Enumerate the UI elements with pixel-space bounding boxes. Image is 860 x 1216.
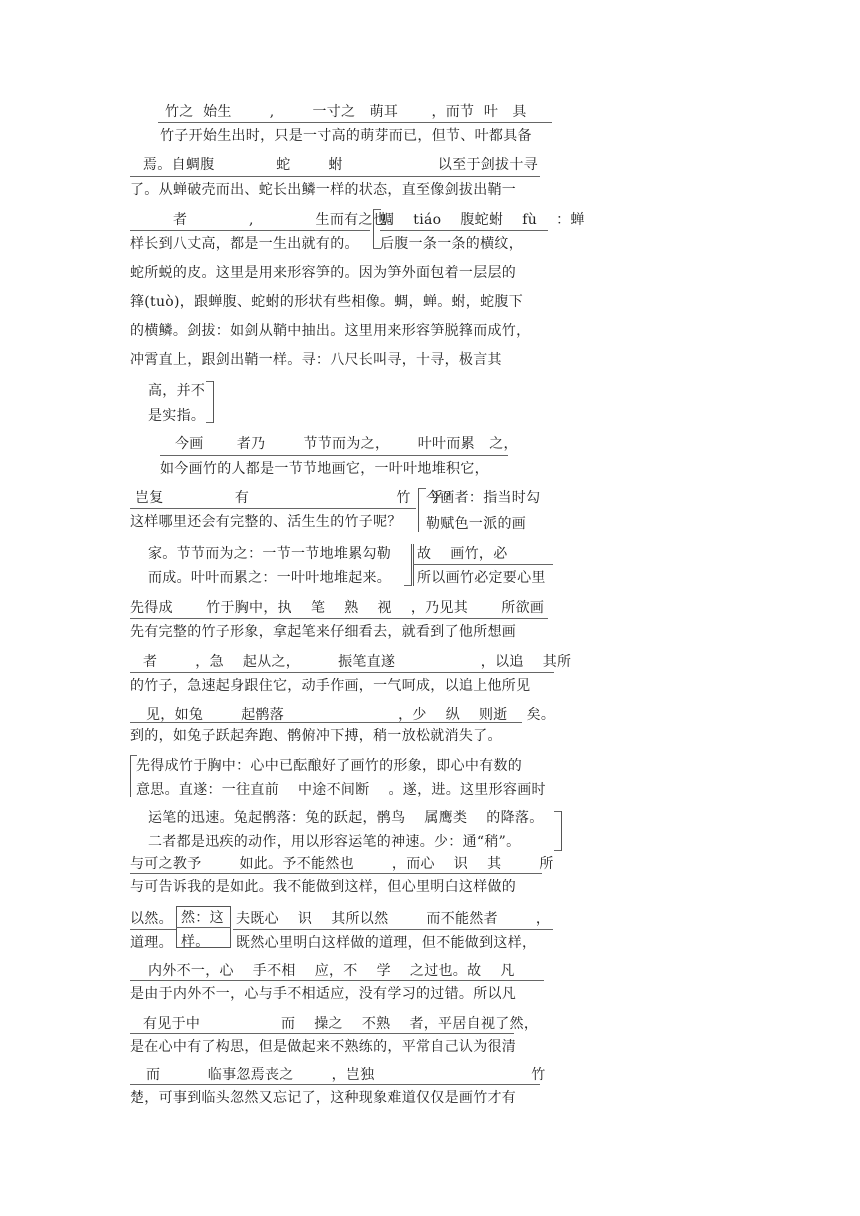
classical-text-line: 夫既心 识 其所以然 而不能然者 ， — [236, 911, 551, 927]
annotation-line: 家。节节而为之：一节一节地堆累勾勒 — [148, 546, 392, 562]
translation-line: 了。从蝉破壳而出、蛇长出鳞一样的状态，直至像剑拔出鞘一 — [130, 182, 517, 198]
classical-text-line: 与可之教予 如此。予不能然也 ，而心 识 其 所 — [130, 856, 554, 872]
annotation-line: 高，并不 — [148, 383, 206, 399]
classical-text-line: 焉。自蜩腹 蛇 蚹 以至于剑拔十寻 — [143, 157, 538, 173]
underline — [158, 122, 552, 123]
annotation-line: 勒赋色一派的画 — [426, 516, 527, 532]
classical-text-line: 内外不一，心 手不相 应，不 学 之过也。故 凡 — [148, 963, 515, 979]
annotation-line: 先得成竹于胸中：心中已酝酿好了画竹的形象，即心中有数的 — [136, 758, 523, 774]
underline — [413, 564, 553, 565]
underline — [130, 508, 416, 509]
note-bracket — [554, 811, 561, 812]
annotation-line: 后腹一条一条的横纹， — [380, 236, 523, 252]
annotation-line: 所以画竹必定要心里 — [417, 570, 546, 586]
annotation-line: 二者都是迅疾的动作，用以形容运笔的神速。少：通“稍”。 — [148, 834, 521, 850]
translation-line: 既然心里明白这样做的道理，但不能做到这样， — [236, 935, 537, 951]
annotation-line: 然：这 — [181, 910, 224, 926]
underline — [130, 1084, 540, 1085]
translation-line: 先有完整的竹子形象，拿起笔来仔细看去，就看到了他所想画 — [130, 624, 517, 640]
translation-line: 与可告诉我的是如此。我不能做到这样，但心里明白这样做的 — [130, 879, 517, 895]
annotation-line: 样。 — [181, 934, 210, 950]
annotation-line: 蜩 tiáo 腹蛇蚹 fù ：蝉 — [380, 212, 585, 228]
underline — [380, 230, 548, 231]
annotation-line: 故 画竹，必 — [417, 546, 508, 562]
classical-text-line: 今画 者乃 节节而为之， 叶叶而累 之， — [175, 436, 518, 452]
note-bracket — [206, 422, 213, 423]
translation-line: 楚，可事到临头忽然又忘记了，这种现象难道仅仅是画竹才有 — [130, 1090, 517, 1106]
underline — [130, 980, 544, 981]
note-bracket — [561, 811, 562, 851]
classical-text-line: 有见于中 而 操之 不熟 者，平居自视了然， — [143, 1016, 539, 1032]
translation-line: 是由于内外不一，心与手不相适应，没有学习的过错。所以凡 — [130, 986, 517, 1002]
note-bracket — [373, 209, 381, 210]
translation-line: 的竹子，急速起身跟住它，动手作画，一气呵成，以追上他所见 — [130, 678, 531, 694]
note-bracket — [404, 585, 411, 586]
underline — [130, 873, 542, 874]
underline — [233, 929, 553, 930]
annotation-line: 是实指。 — [148, 408, 206, 424]
note-bracket — [554, 850, 561, 851]
note-bracket — [418, 488, 426, 489]
classical-text-line: 先得成 竹于胸中，执 笔 熟 视 ，乃见其 所欲画 — [130, 600, 545, 616]
note-bracket — [213, 381, 214, 423]
classical-text-line: 者 , 生而有之也。 — [173, 212, 402, 228]
classical-text-line: 见，如兔 起鹘落 ，少 纵 则逝 矣。 — [146, 707, 556, 723]
translation-line: 这样哪里还会有完整的、活生生的竹子呢？ — [130, 514, 402, 530]
classical-text-line: 以然。 — [130, 911, 173, 927]
note-bracket — [413, 544, 414, 586]
underline — [130, 176, 540, 177]
underline — [176, 927, 231, 928]
underline — [160, 455, 508, 456]
annotation-line: 运笔的迅速。兔起鹘落：兔的跃起，鹘鸟 属鹰类 的降落。 — [148, 810, 544, 826]
classical-text-line: 竹之 始生 , 一寸之 萌耳 ，而节 叶 具 — [165, 104, 527, 120]
classical-text-line: 者 ，急 起从之， 振笔直遂 ，以追 其所 — [143, 654, 572, 670]
annotation-line: 而成。叶叶而累之：一叶叶地堆起来。 — [148, 570, 392, 586]
note-bracket — [130, 755, 137, 756]
underline — [130, 618, 548, 619]
translation-line: 样长到八丈高，都是一生出就有的。 — [130, 236, 359, 252]
translation-line: 竹子开始生出时，只是一寸高的萌芽而已，但节、叶都具备 — [160, 128, 532, 144]
translation-line: 是在心中有了构思，但是做起来不熟练的，平常自己认为很清 — [130, 1039, 517, 1055]
translation-line: 如今画竹的人都是一节节地画它，一叶叶地堆积它， — [160, 461, 489, 477]
annotation-line: 的横鳞。剑拔：如剑从鞘中抽出。这里用来形容笋脱箨而成竹， — [130, 323, 531, 339]
translation-line: 道理。 — [130, 935, 173, 951]
note-bracket — [130, 755, 131, 797]
annotation-line: 今画者：指当时勾 — [426, 490, 541, 506]
annotation-line: 冲霄直上，跟剑出鞘一样。寻：八尺长叫寻，十寻，极言其 — [130, 352, 502, 368]
classical-text-line: 而 临事忽焉丧之 ，岂独 竹 — [146, 1067, 546, 1083]
underline — [130, 1033, 514, 1034]
note-bracket — [373, 209, 374, 249]
note-bracket — [411, 544, 412, 586]
note-bracket — [206, 381, 213, 382]
annotation-line: 箨(tuò)，跟蝉腹、蛇蚹的形状有些相像。蜩，蝉。蚹，蛇腹下 — [130, 294, 523, 310]
underline — [130, 929, 176, 930]
underline — [130, 230, 370, 231]
annotation-line: 蛇所蜕的皮。这里是用来形容笋的。因为笋外面包着一层层的 — [130, 265, 517, 281]
translation-line: 到的，如兔子跃起奔跑、鹘俯冲下搏，稍一放松就消失了。 — [130, 728, 502, 744]
classical-text-line: 岂复 有 竹 乎？ — [135, 490, 459, 506]
underline — [130, 672, 554, 673]
note-bracket — [418, 488, 419, 532]
annotation-line: 意思。直遂：一往直前 中途不间断 。遂，进。这里形容画时 — [136, 782, 546, 798]
underline — [130, 722, 522, 723]
